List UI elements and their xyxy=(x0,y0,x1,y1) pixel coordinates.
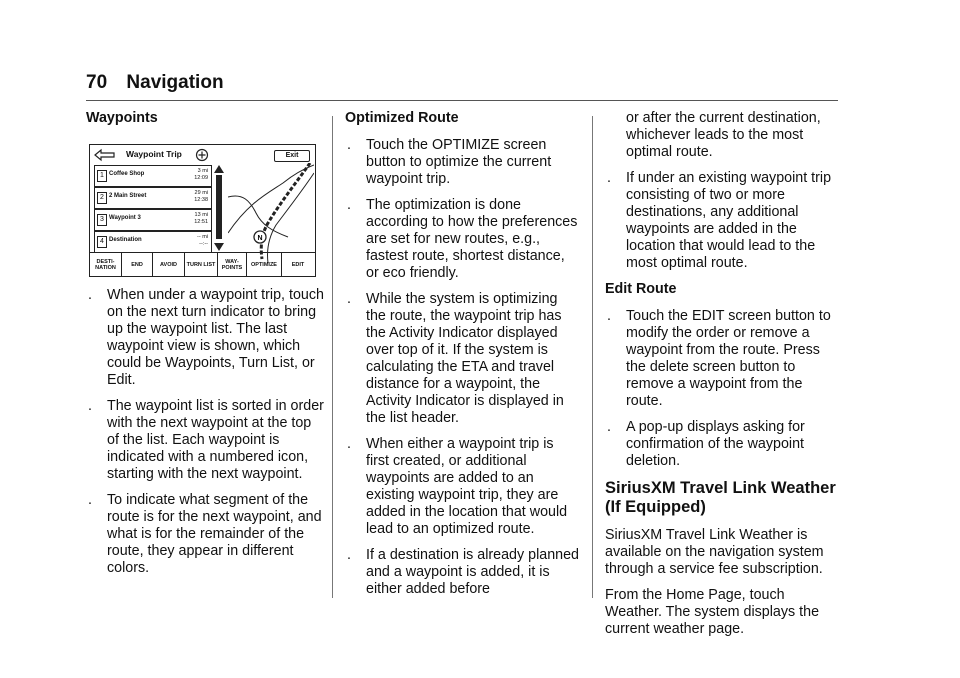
left-bullets xyxy=(86,287,326,586)
edit-button: EDIT xyxy=(291,262,305,268)
middle-column xyxy=(345,110,580,607)
siriusxm-paragraph: SiriusXM Travel Link Weather is available on the navigation system through a service fee subscription. xyxy=(605,527,824,577)
svg-text:N: N xyxy=(257,235,263,242)
bullet-item: . Touch the EDIT screen button to modify the order or remove a waypoint from the route. Press the delete screen button to remove a waypoint from the route. xyxy=(607,308,831,409)
waypoint-index: 3 xyxy=(97,214,107,226)
page-number: 70 xyxy=(86,72,108,93)
bullet-item: . A pop-up displays asking for confirmation of the waypoint deletion. xyxy=(607,419,805,469)
waypoint-row xyxy=(94,209,212,231)
waypoint-row xyxy=(94,165,212,187)
waypoint-name: 2 Main Street xyxy=(109,193,147,199)
section-title: Navigation xyxy=(126,72,224,93)
bullet-item: . While the system is optimizing the route, the waypoint trip has the Activity Indicator displayed over top of it. If the system is calculating the ETA and travel distance for a waypoint, the Activity Indicator is displayed in the list header. xyxy=(347,291,564,426)
column-divider-2 xyxy=(592,116,593,598)
screen-title: Waypoint Trip xyxy=(126,149,182,159)
page-header xyxy=(86,72,224,94)
continued-text: or after the current destination, whichever leads to the most optimal route. xyxy=(626,110,821,160)
waypoint-index: 4 xyxy=(97,236,107,248)
bullet-item: . To indicate what segment of the route is for the next waypoint, and what is for the remainder of the route, they appear in different colors. xyxy=(88,492,322,576)
bullet-item: . If a destination is already planned and a waypoint is added, it is either added before xyxy=(347,547,580,597)
waypoint-distance: 3 mi 12:09 xyxy=(194,168,208,181)
destination-button: DESTI-NATION xyxy=(90,253,122,277)
waypoint-name: Destination xyxy=(109,237,142,243)
bullet-item: . If under an existing waypoint trip consisting of two or more destinations, any additional waypoints are added in the location that would lead to the most optimal route. xyxy=(607,170,832,271)
optimize-button: OPTIMIZE xyxy=(247,253,282,277)
waypoint-name: Waypoint 3 xyxy=(109,215,141,221)
column-divider-1 xyxy=(332,116,333,598)
waypoint-distance: 29 mi 12:38 xyxy=(194,190,208,203)
waypoints-button: WAY-POINTS xyxy=(218,253,247,277)
bullet-item: . Touch the OPTIMIZE screen button to optimize the current waypoint trip. xyxy=(347,137,552,187)
waypoint-distance: -- mi --:-- xyxy=(197,234,208,247)
turn-list-button: TURN LIST xyxy=(185,253,218,277)
optimized-route-heading: Optimized Route xyxy=(345,110,459,126)
exit-button: Exit xyxy=(274,150,310,162)
right-column xyxy=(605,110,840,647)
end-button: END xyxy=(122,253,153,277)
waypoint-index: 2 xyxy=(97,192,107,204)
bullet-item: . The optimization is done according to how the preferences are set for new routes, e.g., fastest route, shortest distance, or eco friendly. xyxy=(347,197,578,281)
header-rule xyxy=(86,100,838,101)
siriusxm-heading: SiriusXM Travel Link Weather (If Equipped) xyxy=(605,479,836,516)
left-column xyxy=(86,110,326,137)
waypoint-distance: 13 mi 12:51 xyxy=(194,212,208,225)
avoid-button: AVOID xyxy=(153,253,185,277)
waypoint-trip-screen-figure xyxy=(89,144,316,277)
edit-route-heading: Edit Route xyxy=(605,281,677,297)
list-scrollbar xyxy=(212,163,226,253)
back-arrow-icon xyxy=(94,148,116,162)
bullet-item: . The waypoint list is sorted in order with the next waypoint at the top of the list. Each waypoint is indicated with a numbered icon, starting with the next waypoint. xyxy=(88,398,324,482)
waypoints-heading: Waypoints xyxy=(86,110,158,126)
bullet-item: . When either a waypoint trip is first created, or additional waypoints are added to an existing waypoint trip, they are added in the location that would lead to an optimized route. xyxy=(347,436,568,537)
waypoint-index: 1 xyxy=(97,170,107,182)
waypoint-row xyxy=(94,187,212,209)
screen-button-bar xyxy=(90,252,315,277)
waypoint-name: Coffee Shop xyxy=(109,171,145,177)
bullet-item: . When under a waypoint trip, touch on the next turn indicator to bring up the waypoint list. The last waypoint view is shown, which could be Waypoints, Turn List, or Edit. xyxy=(88,287,324,388)
add-waypoint-icon xyxy=(195,148,209,162)
weather-paragraph: From the Home Page, touch Weather. The system displays the current weather page. xyxy=(605,587,820,637)
waypoint-row xyxy=(94,231,212,253)
